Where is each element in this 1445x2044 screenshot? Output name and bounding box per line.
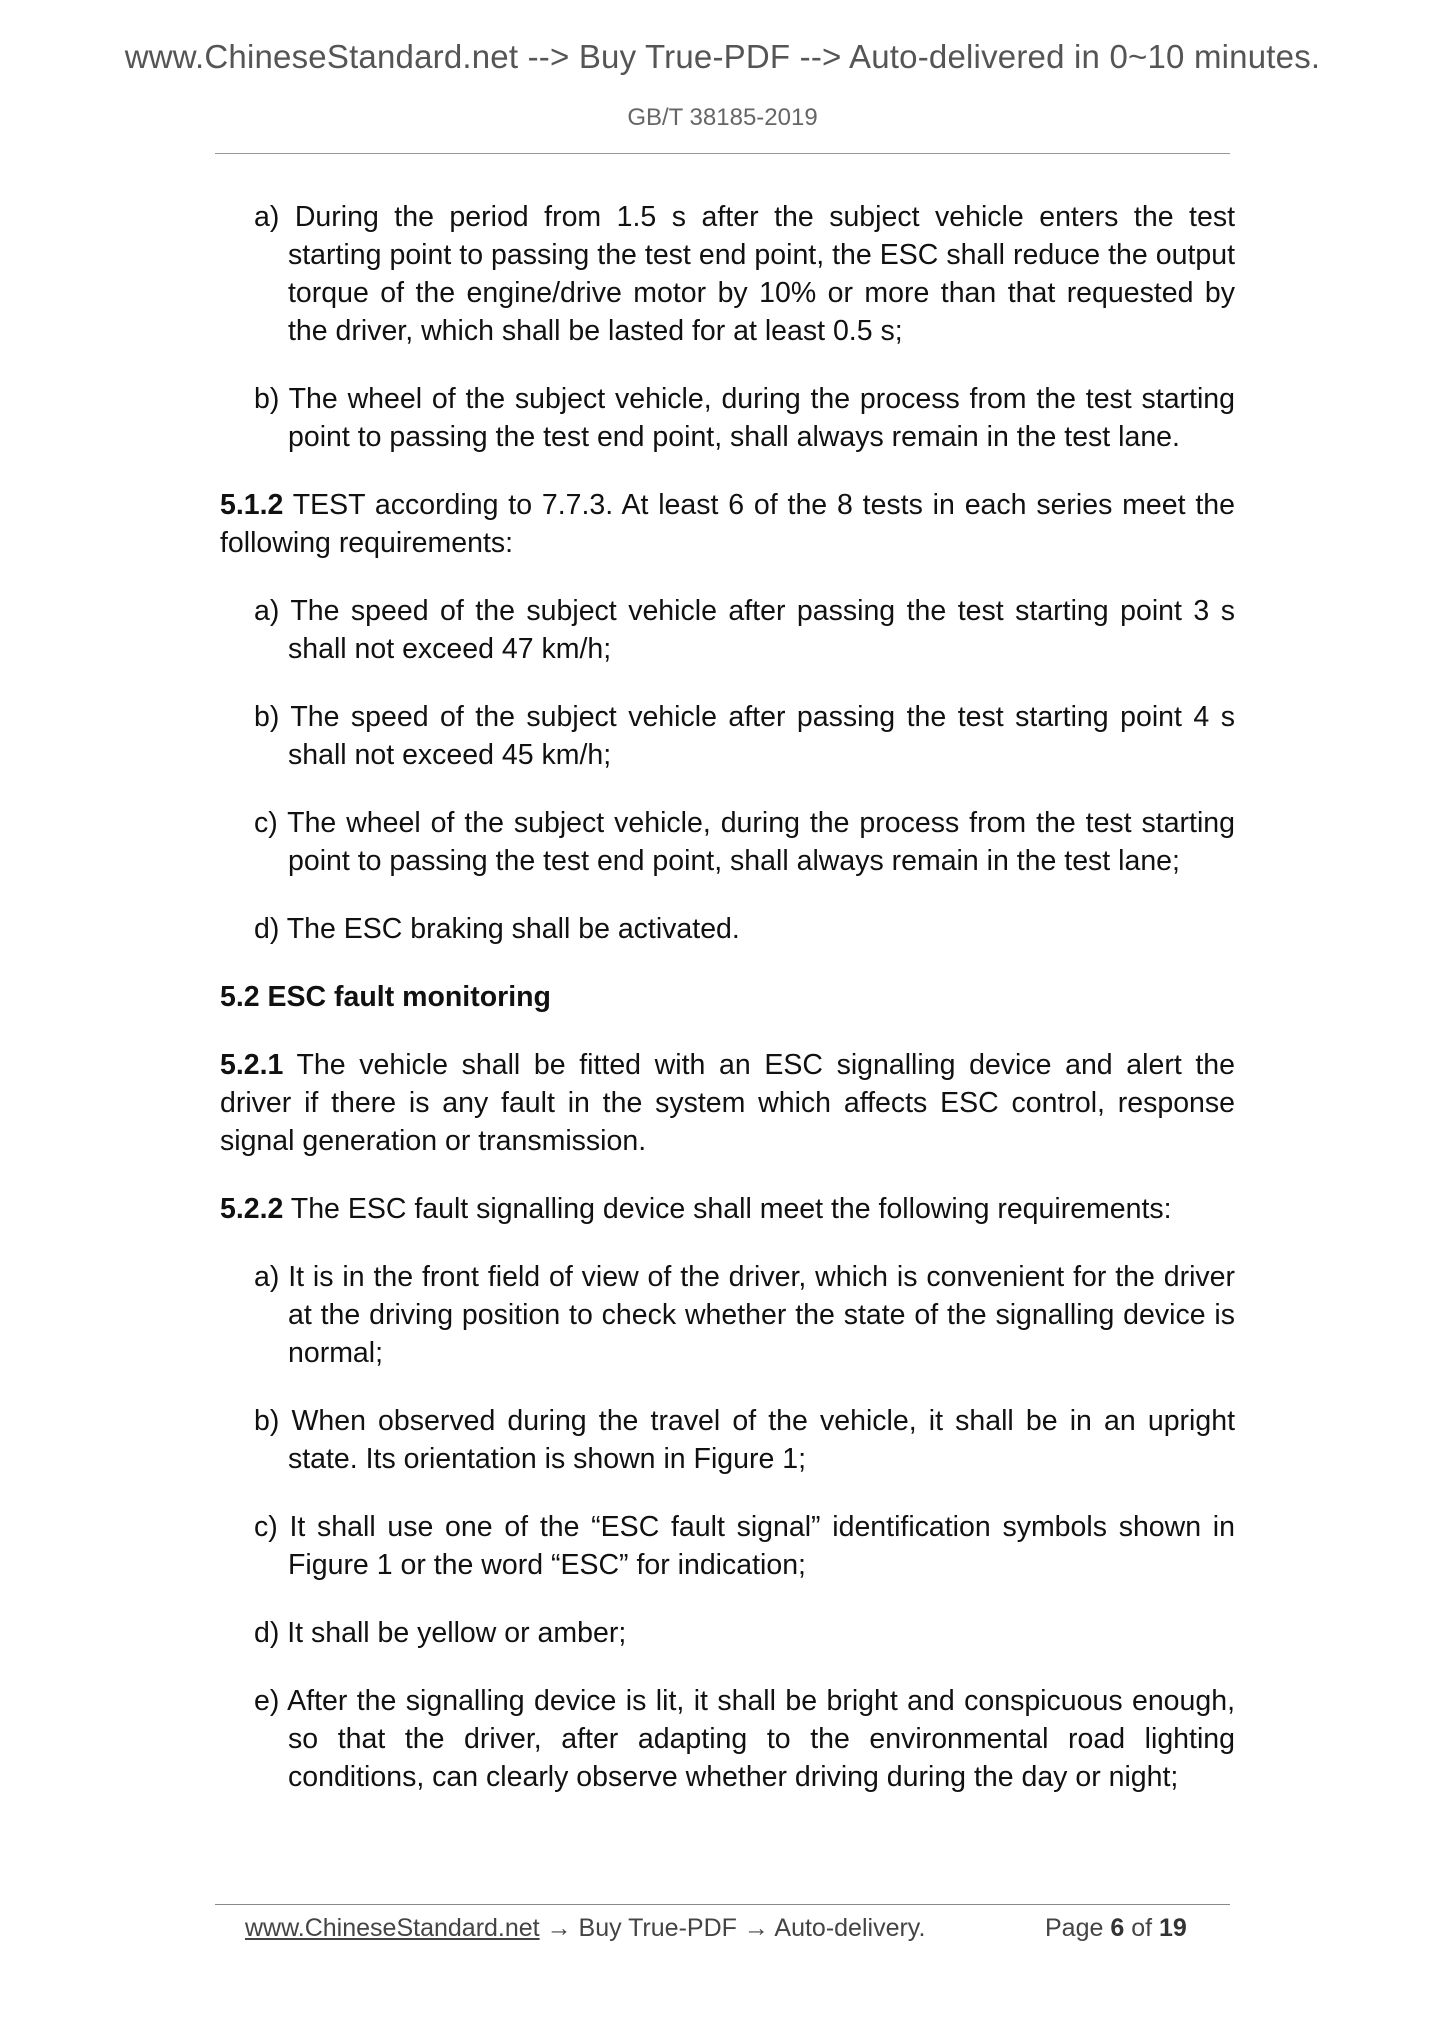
header-divider [215, 153, 1230, 154]
requirement-item: c) The wheel of the subject vehicle, during the process from the test starting point to passing the test end point, shall always remain in the test lane; [254, 807, 1235, 877]
page-indicator [1045, 1914, 1187, 1943]
requirement-item: a) The speed of the subject vehicle after passing the test starting point 3 s shall not exceed 47 km/h; [254, 595, 1235, 665]
clause-5-2-2 [220, 1190, 1235, 1228]
clause-number: 5.1.2 [220, 489, 284, 521]
requirement-item: b) The speed of the subject vehicle after passing the test starting point 4 s shall not exceed 45 km/h; [254, 701, 1235, 771]
footer-site-link[interactable]: www.ChineseStandard.net [245, 1914, 540, 1942]
clause-5-1-2 [220, 486, 1235, 562]
footer-divider [215, 1904, 1230, 1905]
requirement-item: a) It is in the front field of view of the driver, which is convenient for the driver at the driving position to check whether the state of the signalling device is normal; [254, 1261, 1235, 1369]
requirement-item: b) The wheel of the subject vehicle, during the process from the test starting point to passing the test end point, shall always remain in the test lane. [254, 383, 1235, 453]
section-heading: 5.2 ESC fault monitoring [220, 981, 551, 1013]
page-current: 6 [1110, 1914, 1125, 1942]
requirement-item: d) It shall be yellow or amber; [254, 1617, 627, 1649]
clause-text: The ESC fault signalling device shall meet the following requirements: [283, 1193, 1172, 1225]
clause-5-2-1 [220, 1046, 1235, 1160]
clause-text: TEST according to 7.7.3. At least 6 of the 8 tests in each series meet the following requirements: [220, 489, 1235, 559]
clause-number: 5.2.2 [220, 1193, 284, 1225]
document-body [220, 198, 1235, 1826]
footer-note [245, 1914, 925, 1943]
standard-code: GB/T 38185-2019 [627, 104, 818, 131]
requirement-item: d) The ESC braking shall be activated. [254, 913, 740, 945]
site-banner: www.ChineseStandard.net --> Buy True-PDF --> Auto-delivered in 0~10 minutes. [124, 38, 1321, 75]
requirement-item: b) When observed during the travel of the vehicle, it shall be in an upright state. Its orientation is shown in Figure 1; [254, 1405, 1235, 1475]
requirement-item: a) During the period from 1.5 s after the subject vehicle enters the test starting point to passing the test end point, the ESC shall reduce the output torque of the engine/drive motor by 10% or more than that requested by the driver, which shall be lasted for at least 0.5 s; [254, 201, 1235, 347]
requirement-item: c) It shall use one of the “ESC fault signal” identification symbols shown in Figure 1 or the word “ESC” for indication; [254, 1511, 1235, 1581]
requirement-item: e) After the signalling device is lit, it shall be bright and conspicuous enough, so that the driver, after adapting to the environmental road lighting conditions, can clearly observe whether driving during the day or night; [254, 1685, 1235, 1793]
page-label: Page [1045, 1914, 1104, 1942]
clause-number: 5.2.1 [220, 1049, 284, 1081]
clause-text: The vehicle shall be fitted with an ESC signalling device and alert the driver if there is any fault in the system which affects ESC control, response signal generation or transmission. [220, 1049, 1235, 1157]
footer-tail: → Buy True-PDF → Auto-delivery. [539, 1914, 926, 1942]
page-total: 19 [1159, 1914, 1187, 1942]
page-of: of [1131, 1914, 1153, 1942]
